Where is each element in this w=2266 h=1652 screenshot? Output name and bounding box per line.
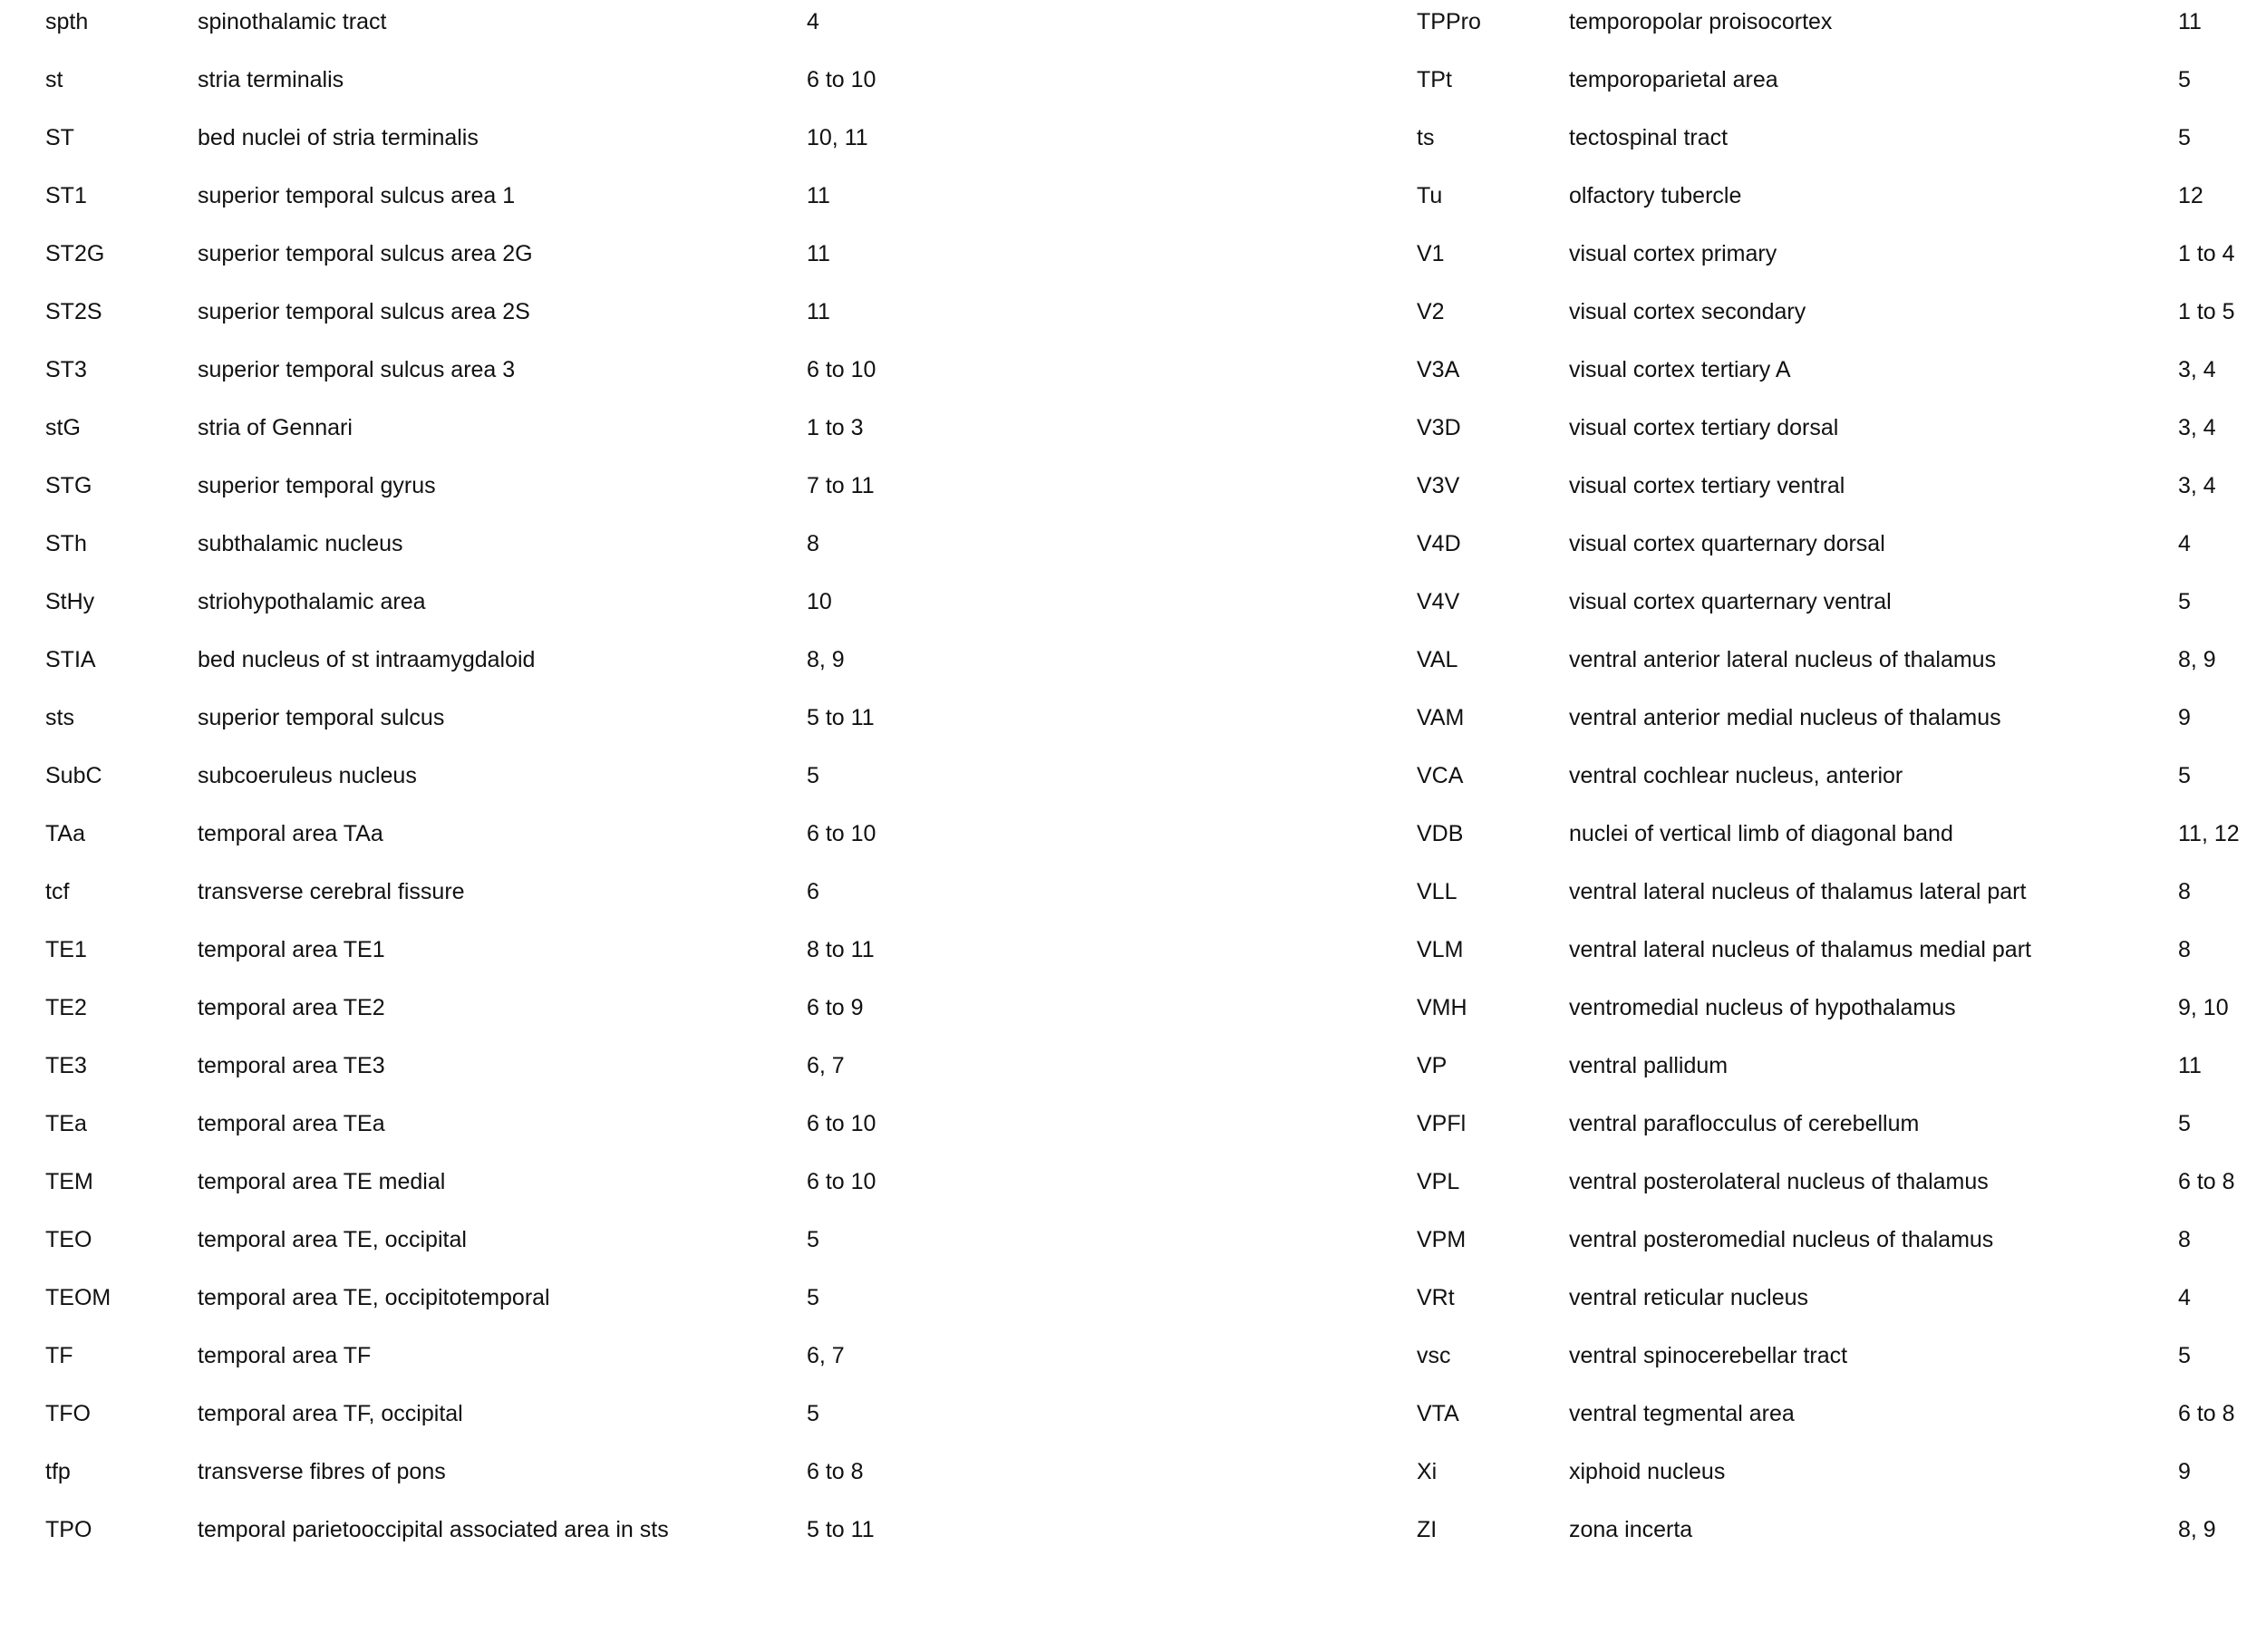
structure-name-cell: visual cortex secondary [1569, 299, 1806, 324]
abbreviation-cell: TF [45, 1343, 73, 1368]
sections-cell: 8, 9 [2178, 647, 2216, 672]
table-row [45, 283, 952, 341]
structure-name-cell: ventromedial nucleus of hypothalamus [1569, 995, 1956, 1020]
abbreviation-cell: vsc [1417, 1343, 1451, 1368]
abbreviation-cell: V2 [1417, 299, 1445, 324]
sections-cell: 6 to 10 [807, 357, 876, 382]
abbreviation-cell: TPPro [1417, 9, 1481, 34]
table-row [1417, 1037, 2266, 1095]
table-row [1417, 689, 2266, 747]
abbreviation-cell: ST1 [45, 183, 87, 208]
table-row [1417, 399, 2266, 457]
structure-name-cell: temporal area TE medial [198, 1169, 446, 1194]
sections-cell: 6 to 8 [2178, 1169, 2235, 1194]
abbreviation-cell: TE1 [45, 937, 87, 962]
structure-name-cell: zona incerta [1569, 1517, 1693, 1542]
structure-name-cell: temporal area TF, occipital [198, 1401, 463, 1426]
sections-cell: 6, 7 [807, 1053, 845, 1078]
abbreviation-cell: TE2 [45, 995, 87, 1020]
sections-cell: 3, 4 [2178, 415, 2216, 440]
sections-cell: 3, 4 [2178, 473, 2216, 498]
structure-name-cell: spinothalamic tract [198, 9, 387, 34]
table-row [45, 805, 952, 863]
table-row [45, 225, 952, 283]
abbreviation-cell: TAa [45, 821, 85, 846]
table-row [45, 863, 952, 921]
sections-cell: 5 [2178, 67, 2191, 92]
abbreviation-cell: TEO [45, 1227, 92, 1252]
structure-name-cell: subcoeruleus nucleus [198, 763, 417, 788]
table-row [45, 979, 952, 1037]
abbreviation-cell: ZI [1417, 1517, 1438, 1542]
abbreviation-cell: VPL [1417, 1169, 1460, 1194]
sections-cell: 4 [2178, 1285, 2191, 1310]
abbreviation-cell: TEa [45, 1111, 87, 1136]
table-row [1417, 921, 2266, 979]
sections-cell: 5 [807, 1227, 819, 1252]
abbreviation-cell: ts [1417, 125, 1435, 150]
structure-name-cell: transverse cerebral fissure [198, 879, 465, 904]
sections-cell: 9, 10 [2178, 995, 2229, 1020]
sections-cell: 5 [807, 1401, 819, 1426]
sections-cell: 5 [2178, 589, 2191, 614]
abbreviation-cell: TE3 [45, 1053, 87, 1078]
abbreviation-cell: spth [45, 9, 89, 34]
table-row [1417, 1443, 2266, 1501]
sections-cell: 5 [807, 1285, 819, 1310]
abbreviation-cell: VTA [1417, 1401, 1459, 1426]
abbreviation-cell: TEOM [45, 1285, 111, 1310]
sections-cell: 8 [2178, 937, 2191, 962]
abbreviation-cell: VRt [1417, 1285, 1455, 1310]
table-row [1417, 631, 2266, 689]
table-row [1417, 0, 2266, 51]
structure-name-cell: nuclei of vertical limb of diagonal band [1569, 821, 1953, 846]
abbreviation-cell: VLL [1417, 879, 1457, 904]
structure-name-cell: subthalamic nucleus [198, 531, 403, 556]
abbreviation-cell: V3V [1417, 473, 1460, 498]
structure-name-cell: visual cortex primary [1569, 241, 1777, 266]
table-row [1417, 51, 2266, 109]
sections-cell: 6 to 10 [807, 1111, 876, 1136]
abbreviation-cell: V4D [1417, 531, 1461, 556]
sections-cell: 5 to 11 [807, 1517, 875, 1542]
table-row [1417, 1269, 2266, 1327]
table-row [1417, 1211, 2266, 1269]
sections-cell: 6 to 10 [807, 1169, 876, 1194]
table-row [45, 0, 952, 51]
structure-name-cell: striohypothalamic area [198, 589, 426, 614]
table-row [1417, 109, 2266, 167]
table-row [45, 921, 952, 979]
abbreviation-cell: TPt [1417, 67, 1452, 92]
structure-name-cell: stria terminalis [198, 67, 344, 92]
abbreviation-cell: VPFl [1417, 1111, 1467, 1136]
structure-name-cell: ventral posteromedial nucleus of thalamus [1569, 1227, 1994, 1252]
structure-name-cell: visual cortex tertiary dorsal [1569, 415, 1839, 440]
table-row [1417, 573, 2266, 631]
structure-name-cell: visual cortex quarternary ventral [1569, 589, 1892, 614]
table-row [1417, 805, 2266, 863]
sections-cell: 4 [2178, 531, 2191, 556]
structure-name-cell: ventral posterolateral nucleus of thalamus [1569, 1169, 1989, 1194]
abbreviation-cell: STG [45, 473, 92, 498]
abbreviation-cell: TFO [45, 1401, 91, 1426]
structure-name-cell: xiphoid nucleus [1569, 1459, 1726, 1484]
structure-name-cell: ventral lateral nucleus of thalamus medial part [1569, 937, 2031, 962]
abbreviation-table-left [45, 0, 952, 1559]
table-row [45, 689, 952, 747]
sections-cell: 6, 7 [807, 1343, 845, 1368]
table-row [1417, 1385, 2266, 1443]
table-row [1417, 1501, 2266, 1559]
structure-name-cell: temporal area TF [198, 1343, 372, 1368]
abbreviation-cell: V1 [1417, 241, 1445, 266]
structure-name-cell: superior temporal sulcus area 2G [198, 241, 533, 266]
structure-name-cell: temporal area TE2 [198, 995, 385, 1020]
table-row [45, 1153, 952, 1211]
sections-cell: 10 [807, 589, 832, 614]
sections-cell: 6 to 10 [807, 67, 876, 92]
sections-cell: 1 to 3 [807, 415, 864, 440]
structure-name-cell: bed nuclei of stria terminalis [198, 125, 479, 150]
abbreviation-cell: ST3 [45, 357, 87, 382]
structure-name-cell: temporal area TEa [198, 1111, 385, 1136]
sections-cell: 6 to 10 [807, 821, 876, 846]
table-row [45, 573, 952, 631]
sections-cell: 5 [2178, 1111, 2191, 1136]
table-row [45, 1385, 952, 1443]
table-row [1417, 167, 2266, 225]
table-row [45, 399, 952, 457]
structure-name-cell: superior temporal sulcus area 3 [198, 357, 516, 382]
abbreviation-cell: V4V [1417, 589, 1460, 614]
table-row [1417, 863, 2266, 921]
abbreviation-cell: TEM [45, 1169, 93, 1194]
table-row [45, 109, 952, 167]
abbreviation-cell: VMH [1417, 995, 1467, 1020]
structure-name-cell: ventral anterior lateral nucleus of thalamus [1569, 647, 1997, 672]
abbreviation-cell: Xi [1417, 1459, 1438, 1484]
table-row [1417, 979, 2266, 1037]
structure-name-cell: temporal area TAa [198, 821, 383, 846]
table-row [45, 1443, 952, 1501]
structure-name-cell: ventral reticular nucleus [1569, 1285, 1809, 1310]
abbreviation-cell: VAM [1417, 705, 1465, 730]
table-row [45, 1501, 952, 1559]
structure-name-cell: ventral pallidum [1569, 1053, 1729, 1078]
sections-cell: 6 [807, 879, 819, 904]
structure-name-cell: ventral tegmental area [1569, 1401, 1795, 1426]
table-row [1417, 515, 2266, 573]
structure-name-cell: bed nucleus of st intraamygdaloid [198, 647, 536, 672]
table-row [45, 1327, 952, 1385]
sections-cell: 5 [2178, 763, 2191, 788]
sections-cell: 11 [807, 183, 830, 208]
structure-name-cell: ventral cochlear nucleus, anterior [1569, 763, 1903, 788]
abbreviation-cell: ST2G [45, 241, 105, 266]
structure-name-cell: superior temporal sulcus area 1 [198, 183, 516, 208]
sections-cell: 5 to 11 [807, 705, 875, 730]
abbreviation-cell: VCA [1417, 763, 1464, 788]
abbreviation-cell: TPO [45, 1517, 92, 1542]
structure-name-cell: olfactory tubercle [1569, 183, 1742, 208]
sections-cell: 9 [2178, 705, 2191, 730]
structure-name-cell: tectospinal tract [1569, 125, 1729, 150]
sections-cell: 8 to 11 [807, 937, 875, 962]
table-row [45, 1269, 952, 1327]
sections-cell: 5 [807, 763, 819, 788]
sections-cell: 5 [2178, 1343, 2191, 1368]
structure-name-cell: visual cortex quarternary dorsal [1569, 531, 1885, 556]
abbreviation-cell: sts [45, 705, 74, 730]
table-row [45, 167, 952, 225]
structure-name-cell: temporal area TE3 [198, 1053, 385, 1078]
table-row [1417, 1153, 2266, 1211]
table-row [1417, 747, 2266, 805]
table-row [45, 1211, 952, 1269]
sections-cell: 3, 4 [2178, 357, 2216, 382]
sections-cell: 12 [2178, 183, 2203, 208]
abbreviation-cell: SubC [45, 763, 102, 788]
structure-name-cell: temporal area TE1 [198, 937, 385, 962]
structure-name-cell: temporal parietooccipital associated area in sts [198, 1517, 669, 1542]
structure-name-cell: temporoparietal area [1569, 67, 1778, 92]
table-row [1417, 457, 2266, 515]
table-row [1417, 341, 2266, 399]
table-row [45, 457, 952, 515]
abbreviation-cell: VPM [1417, 1227, 1467, 1252]
abbreviation-cell: ST [45, 125, 74, 150]
table-row [1417, 225, 2266, 283]
structure-name-cell: visual cortex tertiary ventral [1569, 473, 1845, 498]
abbreviation-cell: StHy [45, 589, 95, 614]
abbreviation-cell: V3D [1417, 415, 1461, 440]
abbreviation-cell: VAL [1417, 647, 1458, 672]
abbreviation-cell: stG [45, 415, 81, 440]
abbreviation-cell: tcf [45, 879, 70, 904]
table-row [45, 747, 952, 805]
structure-name-cell: temporal area TE, occipital [198, 1227, 467, 1252]
structure-name-cell: superior temporal sulcus [198, 705, 445, 730]
sections-cell: 4 [807, 9, 819, 34]
structure-name-cell: superior temporal sulcus area 2S [198, 299, 530, 324]
sections-cell: 8 [2178, 1227, 2191, 1252]
sections-cell: 9 [2178, 1459, 2191, 1484]
table-row [1417, 283, 2266, 341]
abbreviation-cell: V3A [1417, 357, 1460, 382]
sections-cell: 6 to 8 [807, 1459, 864, 1484]
table-row [45, 51, 952, 109]
sections-cell: 11 [807, 299, 830, 324]
table-row [1417, 1327, 2266, 1385]
structure-name-cell: stria of Gennari [198, 415, 353, 440]
sections-cell: 11 [2178, 9, 2202, 34]
abbreviation-cell: VDB [1417, 821, 1464, 846]
sections-cell: 6 to 9 [807, 995, 864, 1020]
structure-name-cell: superior temporal gyrus [198, 473, 436, 498]
structure-name-cell: temporal area TE, occipitotemporal [198, 1285, 550, 1310]
abbreviation-cell: ST2S [45, 299, 102, 324]
structure-name-cell: ventral paraflocculus of cerebellum [1569, 1111, 1920, 1136]
abbreviation-cell: st [45, 67, 63, 92]
table-row [45, 341, 952, 399]
abbreviation-cell: VP [1417, 1053, 1448, 1078]
sections-cell: 1 to 5 [2178, 299, 2235, 324]
sections-cell: 5 [2178, 125, 2191, 150]
structure-name-cell: ventral spinocerebellar tract [1569, 1343, 1848, 1368]
table-row [45, 631, 952, 689]
sections-cell: 8 [2178, 879, 2191, 904]
abbreviation-cell: Tu [1417, 183, 1443, 208]
sections-cell: 8, 9 [807, 647, 845, 672]
table-row [45, 515, 952, 573]
sections-cell: 8 [807, 531, 819, 556]
table-row [45, 1037, 952, 1095]
table-row [1417, 1095, 2266, 1153]
sections-cell: 10, 11 [807, 125, 868, 150]
sections-cell: 7 to 11 [807, 473, 875, 498]
structure-name-cell: visual cortex tertiary A [1569, 357, 1791, 382]
abbreviation-cell: tfp [45, 1459, 71, 1484]
sections-cell: 6 to 8 [2178, 1401, 2235, 1426]
abbreviation-cell: STIA [45, 647, 96, 672]
structure-name-cell: ventral lateral nucleus of thalamus lateral part [1569, 879, 2027, 904]
abbreviation-cell: STh [45, 531, 87, 556]
sections-cell: 11 [807, 241, 830, 266]
sections-cell: 11 [2178, 1053, 2202, 1078]
sections-cell: 1 to 4 [2178, 241, 2235, 266]
structure-name-cell: ventral anterior medial nucleus of thalamus [1569, 705, 2001, 730]
sections-cell: 11, 12 [2178, 821, 2240, 846]
table-row [45, 1095, 952, 1153]
abbreviation-table-right [1417, 0, 2266, 1559]
structure-name-cell: transverse fibres of pons [198, 1459, 446, 1484]
abbreviation-cell: VLM [1417, 937, 1464, 962]
sections-cell: 8, 9 [2178, 1517, 2216, 1542]
structure-name-cell: temporopolar proisocortex [1569, 9, 1833, 34]
